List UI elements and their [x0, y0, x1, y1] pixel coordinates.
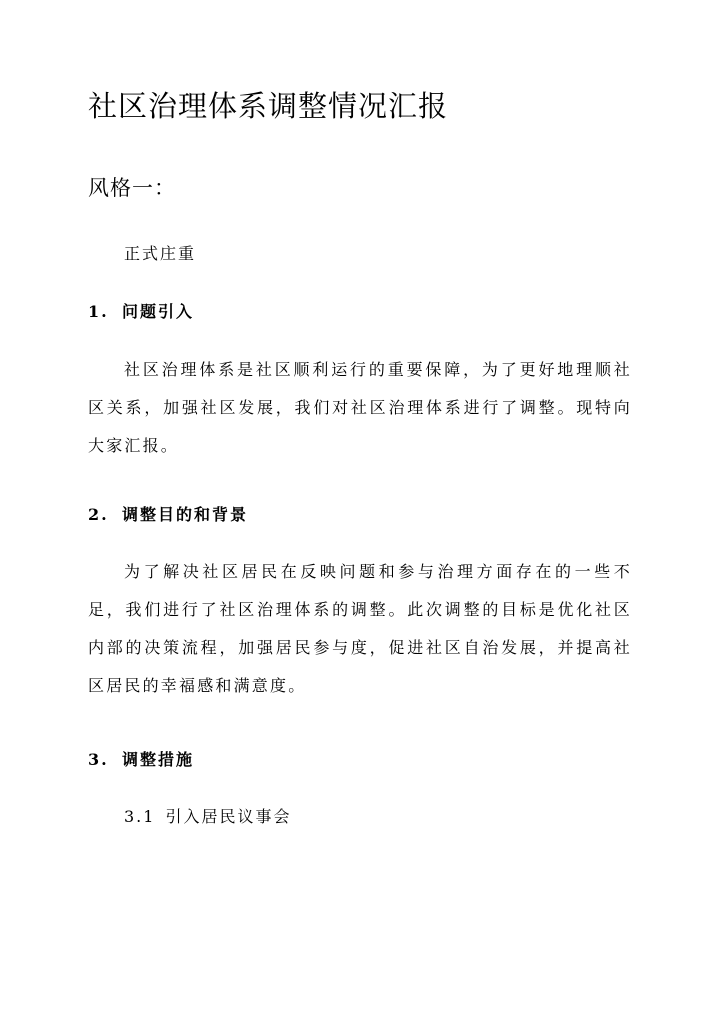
section-number: 2. — [88, 505, 109, 524]
style-description: 正式庄重 — [124, 244, 197, 263]
section-paragraph-1: 社区治理体系是社区顺利运行的重要保障，为了更好地理顺社区关系，加强社区发展，我们对社区治理体系进行了调整。现特向大家汇报。 — [88, 360, 632, 455]
subsection-number: 3.1 — [124, 807, 156, 826]
subsection-title: 引入居民议事会 — [165, 807, 292, 826]
section-title: 问题引入 — [122, 302, 195, 321]
section-heading-2 — [88, 502, 248, 528]
section-paragraph-2: 为了解决社区居民在反映问题和参与治理方面存在的一些不足，我们进行了社区治理体系的调整。此次调整的目标是优化社区内部的决策流程，加强居民参与度，促进社区自治发展，并提高社区居民的幸福感和满意度。 — [88, 562, 632, 695]
style-heading: 风格一： — [88, 176, 176, 200]
section-number: 1. — [88, 302, 109, 321]
section-title: 调整措施 — [122, 750, 195, 769]
section-title: 调整目的和背景 — [122, 505, 249, 524]
section-heading-1 — [88, 299, 194, 325]
section-number: 3. — [88, 750, 109, 769]
subsection-3-1 — [124, 804, 291, 830]
section-heading-3 — [88, 747, 194, 773]
document-title: 社区治理体系调整情况汇报 — [88, 89, 449, 123]
